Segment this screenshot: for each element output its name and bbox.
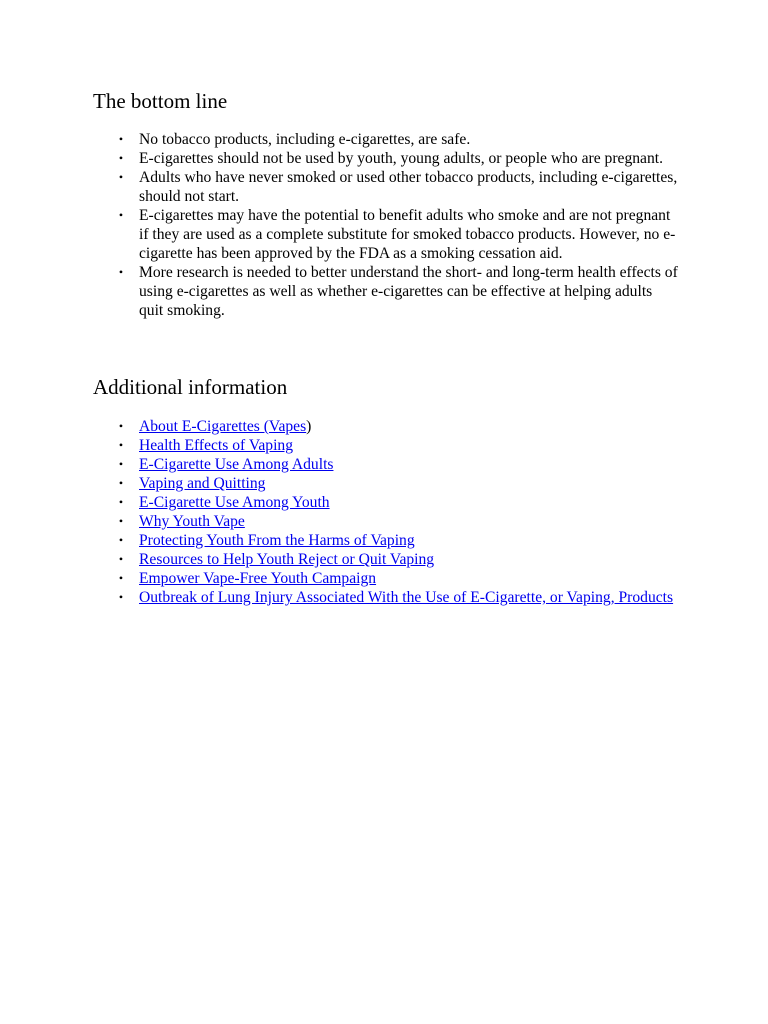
bullet-icon: • (118, 590, 124, 604)
bottom-line-list (118, 130, 679, 320)
link-list-item (118, 569, 679, 588)
link-e-cigarette-use-among-adults[interactable]: E-Cigarette Use Among Adults (139, 456, 334, 473)
link-protecting-youth[interactable]: Protecting Youth From the Harms of Vaping (139, 532, 415, 549)
link-list-item (118, 512, 679, 531)
list-item-text: E-cigarettes may have the potential to benefit adults who smoke and are not pregnant if they are used as a complete substitute for smoked tobacco products. However, no e-cigarette has been approved by the FDA as a smoking cessation aid. (139, 207, 676, 262)
bullet-icon: • (118, 514, 124, 528)
link-list-item (118, 531, 679, 550)
bullet-icon: • (118, 438, 124, 452)
link-why-youth-vape[interactable]: Why Youth Vape (139, 513, 245, 530)
bullet-icon: • (118, 170, 124, 184)
list-item (118, 149, 679, 168)
link-list-item (118, 417, 679, 436)
bullet-icon: • (118, 419, 124, 433)
link-resources-youth-quit[interactable]: Resources to Help Youth Reject or Quit Vaping (139, 551, 435, 568)
list-item (118, 263, 679, 320)
link-list-item (118, 493, 679, 512)
list-item-text: Adults who have never smoked or used other tobacco products, including e-cigarettes, should not start. (139, 169, 678, 205)
bullet-icon: • (118, 151, 124, 165)
list-item-text: More research is needed to better understand the short- and long-term health effects of using e-cigarettes as well as whether e-cigarettes can be effective at helping adults quit smoking. (139, 264, 678, 319)
link-list-item (118, 474, 679, 493)
link-list-item (118, 455, 679, 474)
list-item-text: E-cigarettes should not be used by youth, young adults, or people who are pregnant. (139, 150, 663, 167)
section-heading-bottom-line: The bottom line (93, 89, 228, 113)
link-suffix: ) (306, 418, 312, 435)
bullet-icon: • (118, 457, 124, 471)
link-vaping-and-quitting[interactable]: Vaping and Quitting (139, 475, 266, 492)
bullet-icon: • (118, 495, 124, 509)
link-e-cigarette-use-among-youth[interactable]: E-Cigarette Use Among Youth (139, 494, 330, 511)
bullet-icon: • (118, 208, 124, 222)
link-list-item (118, 436, 679, 455)
additional-information-links (118, 417, 679, 607)
list-item-text: No tobacco products, including e-cigarettes, are safe. (139, 131, 471, 148)
link-empower-vape-free-youth[interactable]: Empower Vape-Free Youth Campaign (139, 570, 377, 587)
link-health-effects-of-vaping[interactable]: Health Effects of Vaping (139, 437, 294, 454)
bullet-icon: • (118, 265, 124, 279)
link-about-e-cigarettes[interactable]: About E-Cigarettes (Vapes (139, 418, 307, 435)
list-item (118, 206, 679, 263)
list-item (118, 130, 679, 149)
section-heading-additional-information: Additional information (93, 375, 288, 399)
bullet-icon: • (118, 533, 124, 547)
link-lung-injury-outbreak[interactable]: Outbreak of Lung Injury Associated With the Use of E-Cigarette, or Vaping, Products (139, 589, 674, 606)
bullet-icon: • (118, 571, 124, 585)
link-list-item (118, 588, 679, 607)
link-list-item (118, 550, 679, 569)
bullet-icon: • (118, 552, 124, 566)
bullet-icon: • (118, 476, 124, 490)
bullet-icon: • (118, 132, 124, 146)
list-item (118, 168, 679, 206)
